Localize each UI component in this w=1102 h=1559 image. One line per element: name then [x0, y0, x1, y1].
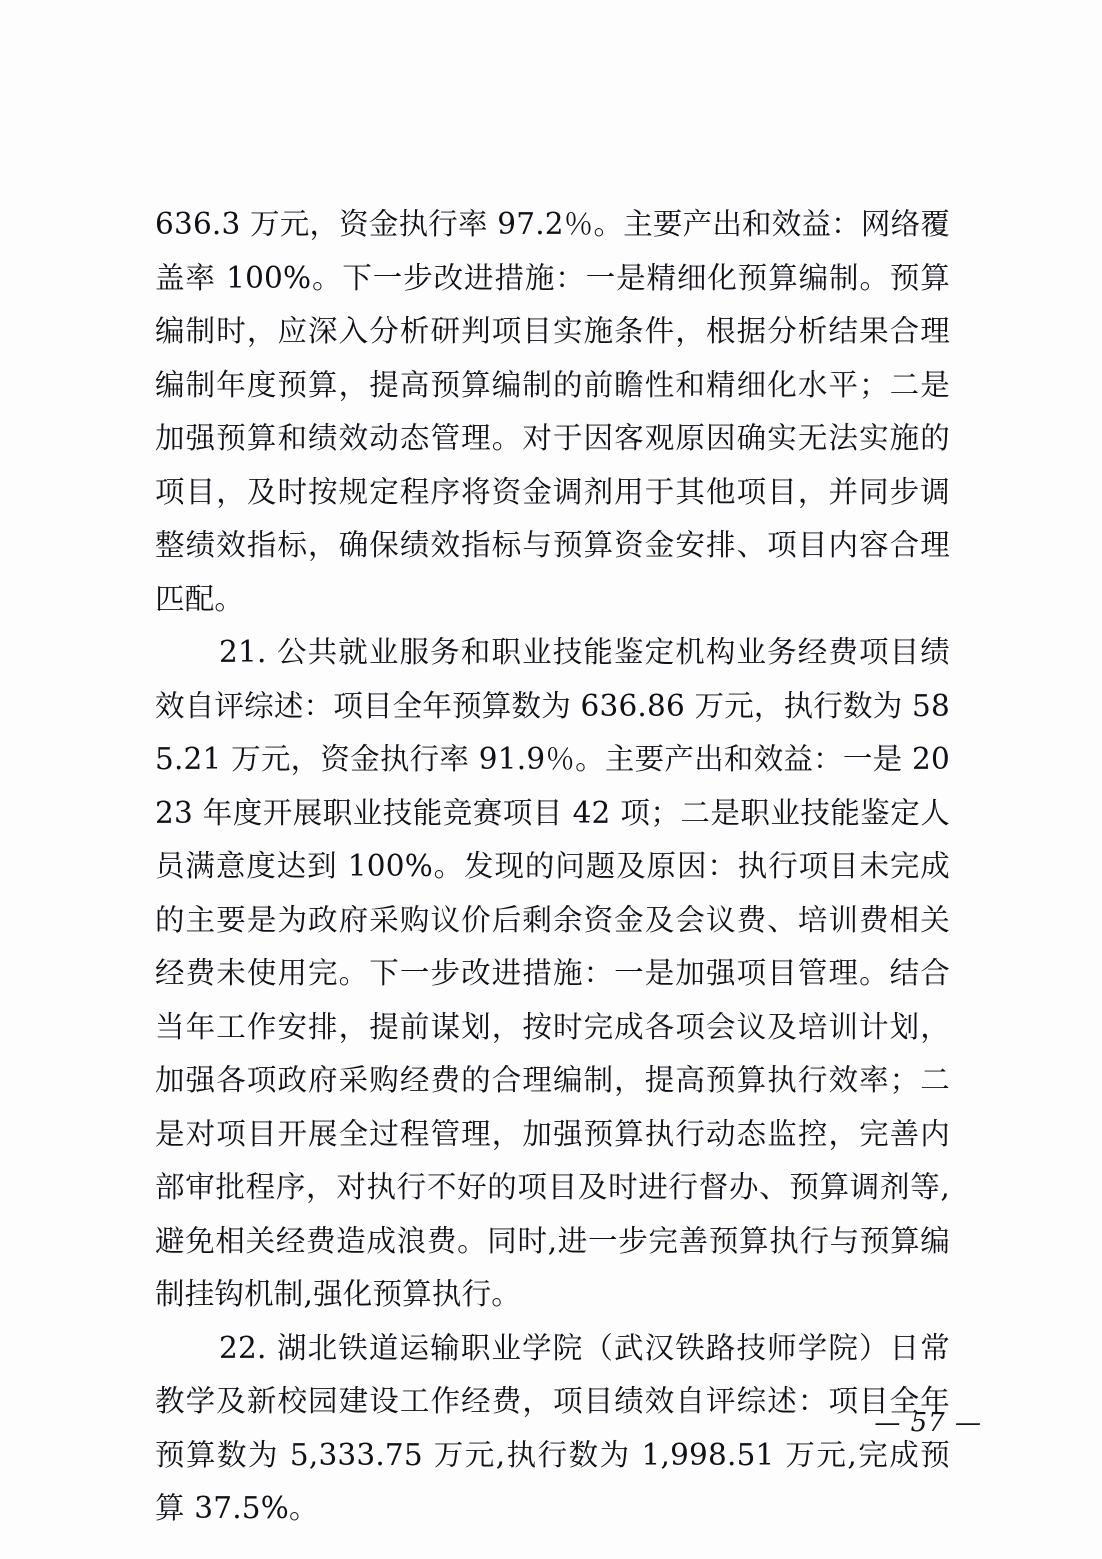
paragraph-item-21: 21. 公共就业服务和职业技能鉴定机构业务经费项目绩效自评综述：项目全年预算数为 636.86 万元，执行数为 585.21 万元，资金执行率 91.9％。主要产出和效益：一是 2023 年度开展职业技能竞赛项目 42 项；二是职业技能鉴定人员满意度达到 100%。发现的问题及原因：执行项目未完成的主要是为政府采购议价后剩余资金及会议费、培训费相关经费未使用完。下一步改进措施：一是加强项目管理。结合当年工作安排，提前谋划，按时完成各项会议及培训计划，加强各项政府采购经费的合理编制，提高预算执行效率；二是对项目开展全过程管理，加强预算执行动态监控，完善内部审批程序，对执行不好的项目及时进行督办、预算调剂等,避免相关经费造成浪费。同时,进一步完善预算执行与预算编制挂钩机制,强化预算执行。 [155, 635, 950, 1311]
page-number: — 57 — [874, 1408, 982, 1438]
paragraph-item-22: 22. 湖北铁道运输职业学院（武汉铁路技师学院）日常教学及新校园建设工作经费，项目绩效自评综述：项目全年预算数为 5,333.75 万元,执行数为 1,998.51 万元,完成预算 37.5%。 [155, 1330, 950, 1525]
paragraph-continuation: 636.3 万元，资金执行率 97.2％。主要产出和效益：网络覆盖率 100%。下一步改进措施：一是精细化预算编制。预算编制时，应深入分析研判项目实施条件，根据分析结果合理编制年度预算，提高预算编制的前瞻性和精细化水平；二是加强预算和绩效动态管理。对于因客观原因确实无法实施的项目，及时按规定程序将资金调剂用于其他项目，并同步调整绩效指标，确保绩效指标与预算资金安排、项目内容合理匹配。 [155, 207, 950, 616]
page-body-text [155, 198, 950, 1536]
page-footer [0, 1408, 1102, 1438]
